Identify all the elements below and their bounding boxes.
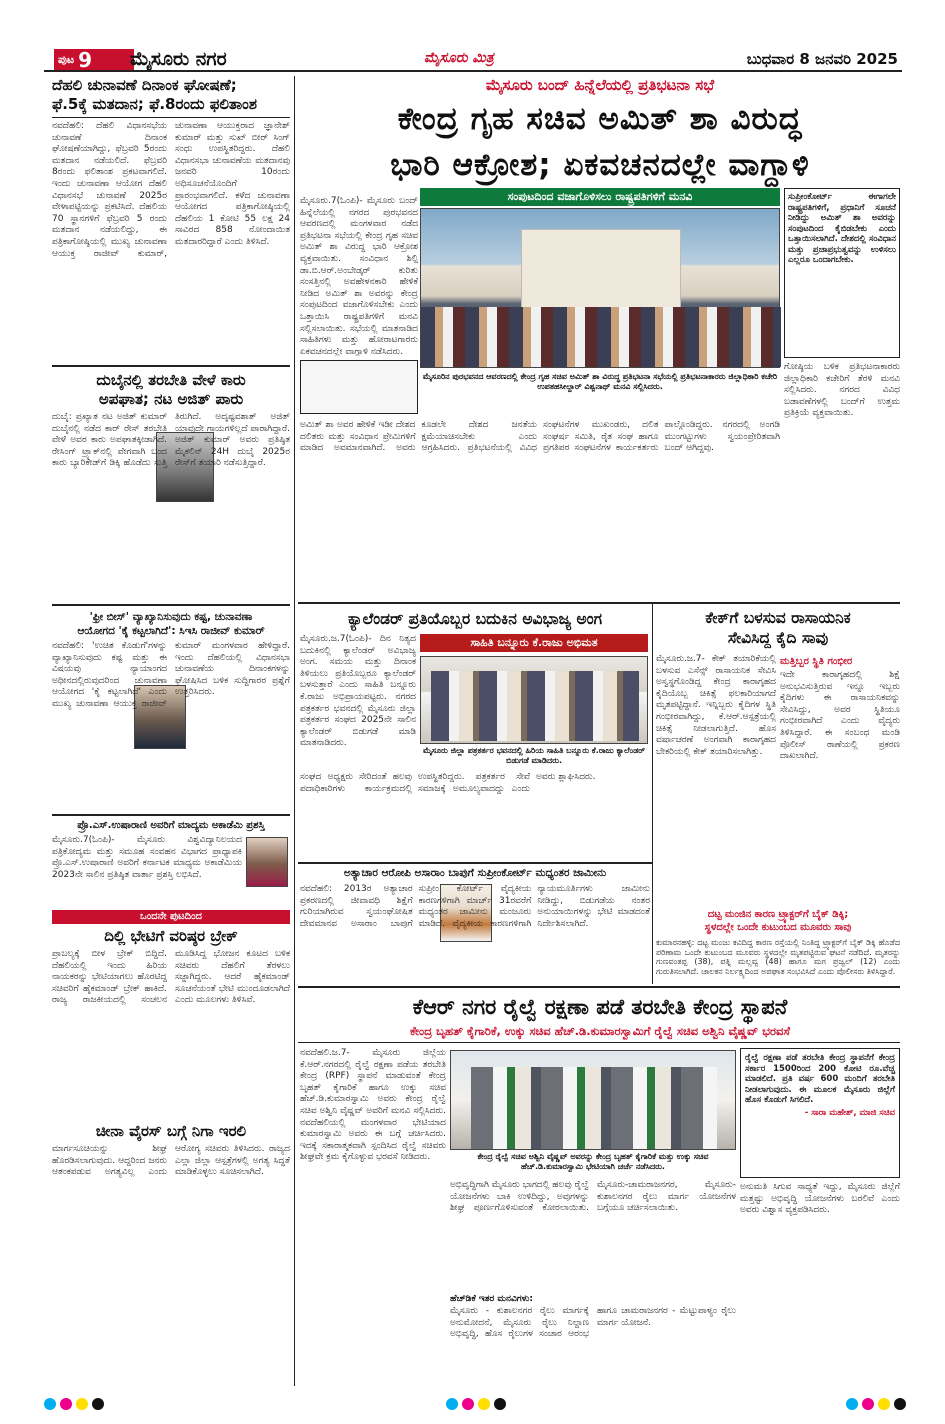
lead-body-a: ಮೈಸೂರು.7(ಓಂಪಿ)- ಮೈಸೂರು ಬಂದ್ ಹಿನ್ನೆಲೆಯಲ್ಲಿ ನಗರದ ಪುರಭವನದ ಆವರಣದಲ್ಲಿ ಮಂಗಳವಾರ ನಡೆದ ಪ್ರತಿಭಟನಾ ಸಭೆಯಲ್ಲಿ ಕೇಂದ್ರ ಗೃಹ ಸಚಿವ ಅಮಿತ್ ಶಾ ವಿರುದ್ಧ ಭಾರಿ ಆಕ್ರೋಶ ವ್ಯಕ್ತವಾಯಿತು. ಸಂವಿಧಾನ ಶಿಲ್ಪಿ ಡಾ.ಬಿ.ಆರ್.ಅಂಬೇಡ್ಕರ್ ಕುರಿತು ಸಂಸತ್ತಿನಲ್ಲಿ ಅವಹೇಳನಕಾರಿ ಹೇಳಿಕೆ ನೀಡಿದ ಅಮಿತ್ ಶಾ ಅವರನ್ನು ಕೇಂದ್ರ ಸಂಪುಟದಿಂದ ವಜಾಗೊಳಿಸಬೇಕು ಎಂದು ಒತ್ತಾಯಿಸಿ ರಾಷ್ಟ್ರಪತಿಗಳಿಗೆ ಮನವಿ ಸಲ್ಲಿಸಲಾಯಿತು. ಸಭೆಯಲ್ಲಿ ಮಾತನಾಡಿದ ಸಾಹಿತಿಗಳು ಮತ್ತು ಹೋರಾಟಗಾರರು ಏಕವಚನದಲ್ಲೇ ವಾಗ್ದಾಳಿ ನಡೆಸಿದರು.: [300, 196, 418, 356]
calendar-photo: [420, 656, 648, 744]
rail-photo: [450, 1050, 736, 1150]
bapu-headline: ಅತ್ಯಾಚಾರ ಆರೋಪಿ ಅಸಾರಾಂ ಬಾಪುಗೆ ಸುಪ್ರೀಂಕೋರ್ಟ್ ಮಧ್ಯಂತರ ಜಾಮೀನು: [343, 867, 607, 879]
calendar-banner: ಸಾಹಿತಿ ಬನ್ನೂರು ಕೆ.ರಾಜು ಅಭಿಮತ: [420, 634, 648, 652]
story5-headline: ದಿಲ್ಲಿ ಭೇಟಿಗೆ ವರಿಷ್ಠರ ಬ್ರೇಕ್: [104, 927, 238, 945]
rail-body-a: ನವದೆಹಲಿ.ಜ.7- ಮೈಸೂರು ಜಿಲ್ಲೆಯ ಕೆ.ಆರ್.ನಗರದಲ್ಲಿ ರೈಲ್ವೆ ರಕ್ಷಣಾ ಪಡೆಯ ತರಬೇತಿ ಕೇಂದ್ರ (RPF) ಸ್ಥಾಪನೆ ಮಾಡುವಂತೆ ಕೇಂದ್ರ ಬೃಹತ್ ಕೈಗಾರಿಕೆ ಹಾಗೂ ಉಕ್ಕು ಸಚಿವ ಹೆಚ್.ಡಿ.ಕುಮಾರಸ್ವಾಮಿ ಅವರು ಕೇಂದ್ರ ರೈಲ್ವೆ ಸಚಿವ ಅಶ್ವಿನಿ ವೈಷ್ಣವ್ ಅವರಿಗೆ ಮನವಿ ಸಲ್ಲಿಸಿದರು. ನವದೆಹಲಿಯಲ್ಲಿ ಮಂಗಳವಾರ ಭೇಟಿಯಾದ ಕುಮಾರಸ್ವಾಮಿ ಅವರು ಈ ಬಗ್ಗೆ ಚರ್ಚಿಸಿದರು. ಇದಕ್ಕೆ ಸಕಾರಾತ್ಮಕವಾಗಿ ಸ್ಪಂದಿಸಿದ ರೈಲ್ವೆ ಸಚಿವರು ಶೀಘ್ರವೇ ಕ್ರಮ ಕೈಗೊಳ್ಳುವ ಭರವಸೆ ನೀಡಿದರು.: [300, 1048, 446, 1163]
cake-body: ಮೈಸೂರು.ಜ.7- ಕೇಕ್ ತಯಾರಿಕೆಯಲ್ಲಿ ಬಳಸುವ ಎಸೆನ್ಸ್ ರಾಸಾಯನಿಕ ಸೇವಿಸಿ ಅಸ್ವಸ್ಥಗೊಂಡಿದ್ದ ಕೇಂದ್ರ ಕಾರಾಗೃಹದ ಕೈದಿಯೊಬ್ಬ ಚಿಕಿತ್ಸೆ ಫಲಕಾರಿಯಾಗದೆ ಮೃತಪಟ್ಟಿದ್ದಾನೆ. ಇನ್ನಿಬ್ಬರು ಕೈದಿಗಳ ಸ್ಥಿತಿ ಗಂಭೀರವಾಗಿದ್ದು, ಕೆ.ಆರ್.ಆಸ್ಪತ್ರೆಯಲ್ಲಿ ಚಿಕಿತ್ಸೆ ನೀಡಲಾಗುತ್ತಿದೆ. ಹೊಸ ವರ್ಷಾಚರಣೆ ಅಂಗವಾಗಿ ಕಾರಾಗೃಹದ ಬೇಕರಿಯಲ್ಲಿ ಕೇಕ್ ತಯಾರಿಸಲಾಗಿತ್ತು.: [656, 654, 776, 757]
calendar-body-b: ಸಂಘದ ಅಧ್ಯಕ್ಷರು ಸೇರಿದಂತೆ ಹಲವು ಪದಾಧಿಕಾರಿಗಳು ಕಾರ್ಯಕ್ರಮದಲ್ಲಿ ಉಪಸ್ಥಿತರಿದ್ದರು. ಪತ್ರಕರ್ತರ ಸೇವೆ ಸಮಾಜಕ್ಕೆ ಅಮೂಲ್ಯವಾದದ್ದು ಎಂದು ಅವರು ಶ್ಲಾಘಿಸಿದರು.: [300, 772, 596, 794]
fog-body: ಕುಮಾರನಹಳ್ಳಿ: ದಟ್ಟ ಮಂಜು ಕವಿದಿದ್ದ ಕಾರಣ ರಸ್ತೆಯಲ್ಲಿ ನಿಂತಿದ್ದ ಟ್ರ್ಯಾಕ್ಟರ್‌ಗೆ ಬೈಕ್ ಡಿಕ್ಕಿ ಹೊಡೆದ ಪರಿಣಾಮ ಒಂದೇ ಕುಟುಂಬದ ಮೂವರು ಸ್ಥಳದಲ್ಲೇ ಮೃತಪಟ್ಟಿರುವ ಘಟನೆ ನಡೆದಿದೆ. ಮೃತರನ್ನು ಗುಣವಂತಪ್ಪ (38), ಪತ್ನಿ ಮಲ್ಲವ್ವ (48) ಹಾಗೂ ಮಗ ಪ್ರಜ್ವಲ್ (12) ಎಂದು ಗುರುತಿಸಲಾಗಿದೆ. ಚಾಲಕನ ನಿರ್ಲಕ್ಷ್ಯದಿಂದ ಅಪಘಾತ ಸಂಭವಿಸಿದೆ ಎಂದು ಪೊಲೀಸರು ತಿಳಿಸಿದ್ದಾರೆ.: [656, 938, 900, 976]
page-label: ಪುಟ: [58, 52, 75, 66]
story4-body: ಮೈಸೂರು.7(ಓಂಪಿ)- ಮೈಸೂರು ವಿಶ್ವವಿದ್ಯಾನಿಲಯದ ಪತ್ರಿಕೋದ್ಯಮ ಮತ್ತು ಸಮೂಹ ಸಂವಹನ ವಿಭಾಗದ ಪ್ರಾಧ್ಯಾಪಕಿ ಪ್ರೊ.ಎಸ್.ಉಷಾರಾಣಿ ಅವರಿಗೆ ಕರ್ನಾಟಕ ಮಾಧ್ಯಮ ಅಕಾಡೆಮಿಯ 2023ನೇ ಸಾಲಿನ ಪ್ರತಿಷ್ಠಿತ ವಾರ್ತಾ ಪ್ರಶಸ್ತಿ ಲಭಿಸಿದೆ.: [52, 835, 242, 880]
issue-date: ಬುಧವಾರ 8 ಜನವರಿ 2025: [746, 50, 898, 68]
bapu-body: ನವದೆಹಲಿ: 2013ರ ಅತ್ಯಾಚಾರ ಪ್ರಕರಣದಲ್ಲಿ ಜೀವಾವಧಿ ಶಿಕ್ಷೆಗೆ ಗುರಿಯಾಗಿರುವ ಸ್ವಯಂಘೋಷಿತ ದೇವಮಾನವ ಅಸಾರಾಂ ಬಾಪುಗೆ ಸುಪ್ರೀಂ ಕೋರ್ಟ್ ವೈದ್ಯಕೀಯ ಕಾರಣಗಳಿಗಾಗಿ ಮಾರ್ಚ್ 31ರವರೆಗೆ ಮಧ್ಯಂತರ ಜಾಮೀನು ಮಂಜೂರು ಮಾಡಿದೆ. ವೈದ್ಯಕೀಯ ಕಾರಣಗಳಿಗಾಗಿ ನ್ಯಾಯಮೂರ್ತಿಗಳು ಜಾಮೀನು ನೀಡಿದ್ದು, ಬಿಡುಗಡೆಯ ನಂತರ ಅನುಯಾಯಿಗಳನ್ನು ಭೇಟಿ ಮಾಡದಂತೆ ನಿರ್ದೇಶಿಸಲಾಗಿದೆ.: [300, 884, 650, 929]
calendar-headline: ಕ್ಯಾಲೆಂಡರ್ ಪ್ರತಿಯೊಬ್ಬರ ಬದುಕಿನ ಅವಿಭಾಜ್ಯ ಅಂಗ: [347, 610, 603, 628]
rail-sidebar-sign: - ಸಾರಾ ಮಹೇಶ್, ಮಾಜಿ ಸಚಿವ: [804, 1107, 895, 1118]
print-color-marks-center: [446, 1398, 510, 1412]
story6-headline: ಚೀನಾ ವೈರಸ್ ಬಗ್ಗೆ ನಿಗಾ ಇರಲಿ: [95, 1122, 247, 1140]
story2-body: ದುಬೈ: ಪ್ರಖ್ಯಾತ ನಟ ಅಜಿತ್ ಕುಮಾರ್ ದುಬೈನಲ್ಲಿ ನಡೆದ ಕಾರ್ ರೇಸ್ ತರಬೇತಿ ವೇಳೆ ಅವರ ಕಾರು ಅಪಘಾತಕ್ಕೀಡಾಗಿದೆ. ರೇಸಿಂಗ್ ಟ್ರ್ಯಾಕ್‌ನಲ್ಲಿ ವೇಗವಾಗಿ ಬಂದ ಕಾರು ಬ್ಯಾರಿಕೇಡ್‌ಗೆ ಡಿಕ್ಕಿ ಹೊಡೆದು ಸುತ್ತಿ ತಿರುಗಿದೆ. ಅದೃಷ್ಟವಶಾತ್ ಅಜಿತ್ ಯಾವುದೇ ಗಾಯಗಳಿಲ್ಲದೆ ಪಾರಾಗಿದ್ದಾರೆ. ಅಜಿತ್ ಕುಮಾರ್ ಅವರು ಪ್ರತಿಷ್ಠಿತ ಮೈಕಲಿನ್ 24H ದುಬೈ 2025ರ ರೇಸ್‌ಗೆ ತಯಾರಿ ನಡೆಸುತ್ತಿದ್ದಾರೆ.: [52, 412, 290, 469]
cake-headline-1: ಕೇಕ್‌ಗೆ ಬಳಸುವ ರಾಸಾಯನಿಕ: [705, 609, 851, 627]
story3-headline-2: ಆಯೋಗದ 'ಕೈ ಕಟ್ಟಲಾಗಿದೆ': ಸಿಇಸಿ ರಾಜೀವ್ ಕುಮಾರ್: [77, 625, 265, 637]
section-title: ಮೈಸೂರು ನಗರ: [130, 48, 227, 70]
rail-subhead: ಕೇಂದ್ರ ಬೃಹತ್ ಕೈಗಾರಿಕೆ, ಉಕ್ಕು ಸಚಿವ ಹೆಚ್.ಡಿ.ಕುಮಾರಸ್ವಾಮಿಗೆ ರೈಲ್ವೆ ಸಚಿವ ಅಶ್ವಿನಿ ವೈಷ್ಣವ್ ಭರವಸೆ: [410, 1024, 790, 1038]
rail-headline: ಕೆಆರ್ ನಗರ ರೈಲ್ವೆ ರಕ್ಷಣಾ ಪಡೆ ತರಬೇತಿ ಕೇಂದ್ರ ಸ್ಥಾಪನೆ: [412, 995, 788, 1019]
cake-headline-2: ಸೇವಿಸಿದ್ದ ಕೈದಿ ಸಾವು: [727, 629, 829, 647]
rail-photo-caption: ಕೇಂದ್ರ ರೈಲ್ವೆ ಸಚಿವ ಅಶ್ವಿನಿ ವೈಷ್ಣವ್ ಅವರನ್ನು ಕೇಂದ್ರ ಬೃಹತ್ ಕೈಗಾರಿಕೆ ಮತ್ತು ಉಕ್ಕು ಸಚಿವ ಹೆಚ್.ಡಿ.ಕುಮಾರಸ್ವಾಮಿ ಭೇಟಿಯಾಗಿ ಚರ್ಚೆ ನಡೆಸಿದರು.: [477, 1152, 709, 1171]
calendar-caption: ಮೈಸೂರು ಜಿಲ್ಲಾ ಪತ್ರಕರ್ತರ ಭವನದಲ್ಲಿ ಹಿರಿಯ ಸಾಹಿತಿ ಬನ್ನೂರು ಕೆ.ರಾಜು ಕ್ಯಾಲೆಂಡರ್ ಬಿಡುಗಡೆ ಮಾಡಿದರು.: [422, 746, 646, 765]
lead-photo-banner: ಸಂಪುಟದಿಂದ ವಜಾಗೊಳಿಸಲು ರಾಷ್ಟ್ರಪತಿಗಳಿಗೆ ಮನವಿ: [420, 188, 780, 206]
lead-sidebar-b: ಗೋಷ್ಠಿಯ ಬಳಿಕ ಪ್ರತಿಭಟನಾಕಾರರು ಜಿಲ್ಲಾಧಿಕಾರಿ ಕಚೇರಿಗೆ ತೆರಳಿ ಮನವಿ ಸಲ್ಲಿಸಿದರು. ನಗರದ ವಿವಿಧ ಬಡಾವಣೆಗಳಲ್ಲಿ ಬಂದ್‌ಗೆ ಉತ್ತಮ ಪ್ರತಿಕ್ರಿಯೆ ವ್ಯಕ್ತವಾಯಿತು.: [784, 362, 900, 419]
story1-body: ನವದೆಹಲಿ: ದೆಹಲಿ ವಿಧಾನಸಭೆಯ ಚುನಾವಣೆ ದಿನಾಂಕ ಘೋಷಣೆಯಾಗಿದ್ದು, ಫೆಬ್ರವರಿ 5ರಂದು ಮತದಾನ ನಡೆಯಲಿದೆ. ಫೆಬ್ರವರಿ 8ರಂದು ಫಲಿತಾಂಶ ಪ್ರಕಟವಾಗಲಿದೆ. ಇಂದು ಚುನಾವಣಾ ಆಯೋಗ ದೆಹಲಿ ವಿಧಾನಸಭೆ ಚುನಾವಣೆ 2025ರ ವೇಳಾಪಟ್ಟಿಯನ್ನು ಪ್ರಕಟಿಸಿದೆ. ದೆಹಲಿಯ 70 ಸ್ಥಾನಗಳಿಗೆ ಫೆಬ್ರವರಿ 5 ರಂದು ಮತದಾನ ನಡೆಯಲಿದ್ದು, ಈ ಪತ್ರಿಕಾಗೋಷ್ಠಿಯಲ್ಲಿ ಮುಖ್ಯ ಚುನಾವಣಾ ಆಯುಕ್ತ ರಾಜೀವ್ ಕುಮಾರ್, ಚುನಾವಣಾ ಆಯುಕ್ತರಾದ ಜ್ಞಾನೇಶ್ ಕುಮಾರ್ ಮತ್ತು ಸುಖ್ ಬೀರ್ ಸಿಂಗ್ ಸಂಧು ಉಪಸ್ಥಿತರಿದ್ದರು. ದೆಹಲಿ ವಿಧಾನಸಭಾ ಚುನಾವಣೆಯ ಮತದಾನವು ಜನವರಿ 10ರಂದು ಅಧಿಸೂಚನೆಯೊಂದಿಗೆ ಪ್ರಾರಂಭವಾಗಲಿದೆ. ಕಳೆದ ಚುನಾವಣಾ ಆಯೋಗದ ಪತ್ರಿಕಾಗೋಷ್ಠಿಯಲ್ಲಿ ದೆಹಲಿಯ 1 ಕೋಟಿ 55 ಲಕ್ಷ 24 ಸಾವಿರದ 858 ನೋಂದಾಯಿತ ಮತದಾರರಿದ್ದಾರೆ ಎಂದು ತಿಳಿಸಿದೆ.: [52, 121, 290, 259]
lead-sidebar-box: [784, 188, 900, 358]
masthead: ಮೈಸೂರು ಮಿತ್ರ: [424, 50, 494, 66]
lead-inset-box: [300, 360, 418, 414]
story2-headline-2: ಅಪಘಾತ; ನಟ ಅಜಿತ್ ಪಾರು: [98, 390, 244, 408]
story2-headline-1: ದುಬೈನಲ್ಲಿ ತರಬೇತಿ ವೇಳೆ ಕಾರು: [96, 371, 246, 389]
rail-sidebar-text: ರೈಲ್ವೆ ರಕ್ಷಣಾ ಪಡೆ ತರಬೇತಿ ಕೇಂದ್ರ ಸ್ಥಾಪನೆಗೆ ಕೇಂದ್ರ ಸರ್ಕಾರ 1500ರಿಂದ 200 ಕೋಟಿ ರೂ.ವೆಚ್ಚ ಮಾಡಲಿದೆ. ಪ್ರತಿ ವರ್ಷ 600 ಮಂದಿಗೆ ತರಬೇತಿ ನೀಡಲಾಗುವುದು. ಈ ಮೂಲಕ ಮೈಸೂರು ಜಿಲ್ಲೆಗೆ ಹೊಸ ಕೊಡುಗೆ ಸಿಗಲಿದೆ.: [745, 1053, 895, 1105]
story1-headline-2: ಫೆ.5ಕ್ಕೆ ಮತದಾನ; ಫೆ.8ರಂದು ಫಲಿತಾಂಶ: [52, 95, 258, 113]
story5-body: ಪ್ರಾಬಲ್ಯಕ್ಕೆ ಬೀಳ ಬ್ರೇಕ್ ಬಿದ್ದಿದೆ. ದೆಹಲಿಯಲ್ಲಿ ಇಂದು ಹಿರಿಯ ನಾಯಕರನ್ನು ಭೇಟಿಯಾಗಲು ಹೊರಟಿದ್ದ ಸಚಿವರಿಗೆ ಹೈಕಮಾಂಡ್ ಬ್ರೇಕ್ ಹಾಕಿದೆ. ರಾಜ್ಯ ರಾಜಕೀಯದಲ್ಲಿ ಸಂಚಲನ ಮೂಡಿಸಿದ್ದ ಭೋಜನ ಕೂಟದ ಬಳಿಕ ಸಚಿವರು ದೆಹಲಿಗೆ ತೆರಳಲು ಸಜ್ಜಾಗಿದ್ದರು. ಆದರೆ ಹೈಕಮಾಂಡ್ ಸೂಚನೆಯಂತೆ ಭೇಟಿ ಮುಂದೂಡಲಾಗಿದೆ ಎಂದು ಮೂಲಗಳು ತಿಳಿಸಿವೆ.: [52, 949, 290, 1006]
lead-sidebar-text: ಸುಪ್ರೀಂಕೋರ್ಟ್ ಈಗಾಗಲೇ ರಾಷ್ಟ್ರಪತಿಗಳಿಗೆ, ಪ್ರಧಾನಿಗೆ ಸೂಚನೆ ನೀಡಿದ್ದು ಅಮಿತ್ ಶಾ ಅವರನ್ನು ಸಂಪುಟದಿಂದ ಕೈಬಿಡಬೇಕು ಎಂದು ಒತ್ತಾಯಿಸಲಾಗಿದೆ. ದೇಶದಲ್ಲಿ ಸಂವಿಧಾನ ಮತ್ತು ಪ್ರಜಾಪ್ರಭುತ್ವವನ್ನು ಉಳಿಸಲು ಎಲ್ಲರೂ ಒಂದಾಗಬೇಕು.: [788, 192, 896, 265]
rail-body-c: ಮೈಸೂರು - ಕುಶಾಲನಗರ ರೈಲು ಮಾರ್ಗಕ್ಕೆ ಅನುಮೋದನೆ, ಮೈಸೂರು ರೈಲು ನಿಲ್ದಾಣ ಅಭಿವೃದ್ಧಿ, ಹೊಸ ರೈಲುಗಳ ಸಂಚಾರ ಆರಂಭ ಹಾಗೂ ಚಾಮರಾಜನಗರ - ಮೆಟ್ಟುಪಾಳ್ಯಂ ರೈಲು ಮಾರ್ಗ ಯೋಜನೆ.: [450, 1306, 736, 1340]
lead-body-b: ಅಮಿತ್ ಶಾ ಅವರ ಹೇಳಿಕೆ ಇಡೀ ದೇಶದ ದಲಿತರು ಮತ್ತು ಸಂವಿಧಾನ ಪ್ರೇಮಿಗಳಿಗೆ ಮಾಡಿದ ಅವಮಾನವಾಗಿದೆ. ಅವರು ಕೂಡಲೇ ದೇಶದ ಜನತೆಯ ಕ್ಷಮೆಯಾಚಿಸಬೇಕು ಎಂದು ಆಗ್ರಹಿಸಿದರು. ಪ್ರತಿಭಟನೆಯಲ್ಲಿ ವಿವಿಧ ಸಂಘಟನೆಗಳ ಮುಖಂಡರು, ದಲಿತ ಸಂಘರ್ಷ ಸಮಿತಿ, ರೈತ ಸಂಘ ಹಾಗೂ ಪ್ರಗತಿಪರ ಸಂಘಟನೆಗಳ ಕಾರ್ಯಕರ್ತರು ಪಾಲ್ಗೊಂಡಿದ್ದರು. ನಗರದಲ್ಲಿ ಅಂಗಡಿ ಮುಂಗಟ್ಟುಗಳು ಸ್ವಯಂಪ್ರೇರಿತವಾಗಿ ಬಂದ್ ಆಗಿದ್ದವು.: [300, 420, 780, 454]
story1-headline-1: ದೆಹಲಿ ಚುನಾವಣೆ ದಿನಾಂಕ ಘೋಷಣೆ;: [52, 76, 237, 94]
lead-kicker: ಮೈಸೂರು ಬಂದ್ ಹಿನ್ನೆಲೆಯಲ್ಲಿ ಪ್ರತಿಭಟನಾ ಸಭೆ: [485, 76, 715, 94]
calendar-body-a: ಮೈಸೂರು.ಜ.7(ಓಂಪಿ)- ದಿನ ನಿತ್ಯದ ಬದುಕಿನಲ್ಲಿ ಕ್ಯಾಲೆಂಡರ್ ಅವಿಭಾಜ್ಯ ಅಂಗ. ಸಮಯ ಮತ್ತು ದಿನಾಂಕ ತಿಳಿಯಲು ಪ್ರತಿಯೊಬ್ಬರೂ ಕ್ಯಾಲೆಂಡರ್ ಬಳಸುತ್ತಾರೆ ಎಂದು ಸಾಹಿತಿ ಬನ್ನೂರು ಕೆ.ರಾಜು ಅಭಿಪ್ರಾಯಪಟ್ಟರು. ನಗರದ ಪತ್ರಕರ್ತರ ಭವನದಲ್ಲಿ ಮೈಸೂರು ಜಿಲ್ಲಾ ಪತ್ರಕರ್ತರ ಸಂಘದ 2025ನೇ ಸಾಲಿನ ಕ್ಯಾಲೆಂಡರ್ ಬಿಡುಗಡೆ ಮಾಡಿ ಮಾತನಾಡಿದರು.: [300, 634, 416, 749]
fog-headline-2: ಸ್ಥಳದಲ್ಲೇ ಒಂದೇ ಕುಟುಂಬದ ಮೂವರು ಸಾವು: [704, 922, 852, 933]
story3-headline-1: 'ಫ್ರೀ ಬೀಸ್' ವ್ಯಾಖ್ಯಾನಿಸುವುದು ಕಷ್ಟ, ಚುನಾವಣಾ: [89, 611, 253, 623]
lead-photo-caption: ಮೈಸೂರಿನ ಪುರಭವನದ ಆವರಣದಲ್ಲಿ ಕೇಂದ್ರ ಗೃಹ ಸಚಿವ ಅಮಿತ್ ಶಾ ವಿರುದ್ಧ ಪ್ರತಿಭಟನಾ ಸಭೆಯಲ್ಲಿ ಪ್ರತಿಭಟನಾಕಾರರು ಜಿಲ್ಲಾಧಿಕಾರಿ ಕಚೇರಿ ಉಪತಹಸೀಲ್ದಾರ್ ವಿಶ್ವನಾಥ್ ಮನವಿ ಸಲ್ಲಿಸಿದರು.: [422, 372, 778, 391]
page-number-box: [54, 49, 134, 70]
fog-headline-1: ದಟ್ಟ ಮಂಜಿನ ಕಾರಣ ಟ್ರ್ಯಾಕ್ಟರ್‌ಗೆ ಬೈಕ್ ಡಿಕ್ಕಿ;: [707, 909, 849, 920]
page-number: 9: [78, 47, 93, 72]
story3-body: ನವದೆಹಲಿ: 'ಉಚಿತ ಕೊಡುಗೆ'ಗಳನ್ನು ವ್ಯಾಖ್ಯಾನಿಸುವುದು ಕಷ್ಟ ಮತ್ತು ಈ ವಿಷಯವು ನ್ಯಾಯಾಂಗದ ಅಧೀನದಲ್ಲಿರುವುದರಿಂದ ಚುನಾವಣಾ ಆಯೋಗದ 'ಕೈ ಕಟ್ಟಲಾಗಿದೆ' ಎಂದು ಮುಖ್ಯ ಚುನಾವಣಾ ಆಯುಕ್ತ ರಾಜೀವ್ ಕುಮಾರ್ ಮಂಗಳವಾರ ಹೇಳಿದ್ದಾರೆ. ಇಂದು ದೆಹಲಿಯಲ್ಲಿ ವಿಧಾನಸಭಾ ಚುನಾವಣೆಯ ದಿನಾಂಕಗಳನ್ನು ಘೋಷಿಸಿದ ಬಳಿಕ ಸುದ್ದಿಗಾರರ ಪ್ರಶ್ನೆಗೆ ಉತ್ತರಿಸಿದರು.: [52, 641, 290, 709]
continued-strip: ಒಂದನೇ ಪುಟದಿಂದ: [52, 910, 290, 924]
rail-sidebar-box: [740, 1048, 900, 1178]
lead-photo: [420, 208, 780, 368]
print-color-marks-right: [846, 1398, 910, 1412]
story4-headline: ಪ್ರೊ.ಎಸ್.ಉಷಾರಾಣಿ ಅವರಿಗೆ ಮಾದ್ಯಮ ಅಕಾಡೆಮಿ ಪ್ರಶಸ್ತಿ: [77, 820, 265, 831]
print-color-marks-left: [44, 1398, 108, 1412]
rail-sidebar-b: ಅನುಮತಿ ಸಿಗುವ ಸಾಧ್ಯತೆ ಇದ್ದು, ಮೈಸೂರು ಜಿಲ್ಲೆಗೆ ಮತ್ತಷ್ಟು ಅಭಿವೃದ್ಧಿ ಯೋಜನೆಗಳು ಬರಲಿವೆ ಎಂದು ಅವರು ವಿಶ್ವಾಸ ವ್ಯಕ್ತಪಡಿಸಿದರು.: [740, 1182, 900, 1216]
lead-headline-2: ಭಾರಿ ಆಕ್ರೋಶ; ಏಕವಚನದಲ್ಲೇ ವಾಗ್ದಾಳಿ: [390, 147, 810, 183]
story6-body: ಮಾರ್ಗಸೂಚಿಯನ್ನು ಶೀಘ್ರ ಹೊರಡಿಸಲಾಗುವುದು. ಆದ್ದರಿಂದ ಜನರು ಆತಂಕಪಡುವ ಅಗತ್ಯವಿಲ್ಲ ಎಂದು ಆರೋಗ್ಯ ಸಚಿವರು ತಿಳಿಸಿದರು. ರಾಜ್ಯದ ಎಲ್ಲಾ ಜಿಲ್ಲಾ ಆಸ್ಪತ್ರೆಗಳಲ್ಲಿ ಅಗತ್ಯ ಸಿದ್ಧತೆ ಮಾಡಿಕೊಳ್ಳಲು ಸೂಚಿಸಲಾಗಿದೆ.: [52, 1144, 290, 1178]
professor-photo: [246, 837, 288, 887]
page-header: [44, 46, 902, 72]
rail-body-c-head: ಹೆಚ್‌ಡಿಕೆ ಇತರ ಮನವಿಗಳು:: [450, 1294, 533, 1304]
cake-subhead: ಮತ್ತಿಬ್ಬರ ಸ್ಥಿತಿ ಗಂಭೀರ: [780, 656, 853, 667]
cake-body-b: ಇದೇ ಕಾರಾಗೃಹದಲ್ಲಿ ಶಿಕ್ಷೆ ಅನುಭವಿಸುತ್ತಿರುವ ಇನ್ನೂ ಇಬ್ಬರು ಕೈದಿಗಳು ಈ ರಾಸಾಯನಿಕವನ್ನು ಸೇವಿಸಿದ್ದು, ಅವರ ಸ್ಥಿತಿಯೂ ಗಂಭೀರವಾಗಿದೆ ಎಂದು ವೈದ್ಯರು ತಿಳಿಸಿದ್ದಾರೆ. ಈ ಸಂಬಂಧ ಮಂಡಿ ಪೊಲೀಸ್ ಠಾಣೆಯಲ್ಲಿ ಪ್ರಕರಣ ದಾಖಲಾಗಿದೆ.: [780, 670, 900, 762]
rail-body-b: ಅಭಿವೃದ್ಧಿಗಾಗಿ ಮೈಸೂರು ಭಾಗದಲ್ಲಿ ಹಲವು ರೈಲ್ವೆ ಯೋಜನೆಗಳು ಬಾಕಿ ಉಳಿದಿದ್ದು, ಅವುಗಳನ್ನು ಶೀಘ್ರ ಪೂರ್ಣಗೊಳಿಸುವಂತೆ ಕೋರಲಾಯಿತು. ಮೈಸೂರು-ಚಾಮರಾಜನಗರ, ಮೈಸೂರು-ಕುಶಾಲನಗರ ರೈಲು ಮಾರ್ಗ ಯೋಜನೆಗಳ ಬಗ್ಗೆಯೂ ಚರ್ಚಿಸಲಾಯಿತು.: [450, 1180, 736, 1214]
lead-headline-1: ಕೇಂದ್ರ ಗೃಹ ಸಚಿವ ಅಮಿತ್ ಶಾ ವಿರುದ್ಧ: [397, 101, 803, 137]
left-column: [52, 76, 290, 1386]
